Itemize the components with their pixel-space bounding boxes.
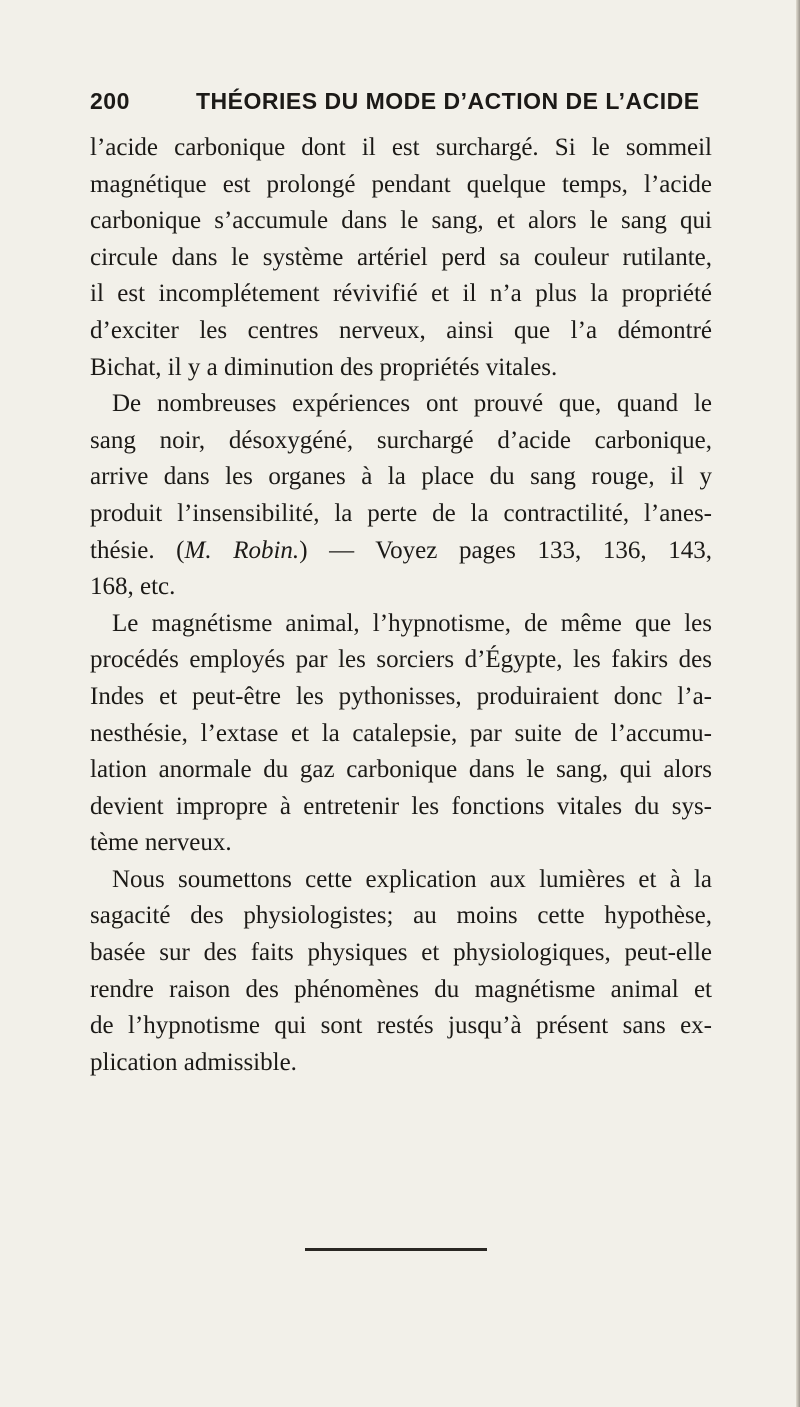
text-line: l’acide carbonique dont il est surchargé. Si le sommeil [90,134,712,161]
paragraph [90,606,712,862]
text-line: tème nerveux. [90,829,232,857]
section-end-rule [305,1248,487,1251]
text-line: carbonique s’accumule dans le sang, et alors le sang qui [90,207,712,235]
text-line: lation anormale du gaz carbonique dans le sang, qui alors [90,756,712,784]
citation-after: ) — Voyez pages 133, 136, 143, [299,536,712,564]
running-head [0,88,800,128]
paragraph [90,862,712,1082]
text-line: nesthésie, l’extase et la catalepsie, par suite de l’accumu- [90,719,712,747]
text-line: Indes et peut-être les pythonisses, produiraient donc l’a- [90,682,712,710]
citation-line [90,533,712,570]
text-line: il est incomplétement révivifié et il n’a plus la propriété [90,280,712,308]
text-line: procédés employés par les sorciers d’Égypte, les fakirs des [90,646,712,674]
text-line: sagacité des physiologistes; au moins cette hypothèse, [90,902,712,930]
text-line: sang noir, désoxygéné, surchargé d’acide carbonique, [90,426,712,454]
text-line: de l’hypnotisme qui sont restés jusqu’à présent sans ex- [90,1012,712,1040]
text-line: arrive dans les organes à la place du sang rouge, il y [90,463,712,491]
text-line: magnétique est prolongé pendant quelque temps, l’acide [90,170,712,198]
text-line: Bichat, il y a diminution des propriétés vitales. [90,353,558,381]
page-number: 200 [90,88,130,114]
page-edge-shadow [796,0,800,1407]
citation-before: thésie. ( [90,536,185,564]
text-line: 168, etc. [90,573,176,601]
text-line: De nombreuses expériences ont prouvé que, quand le [112,390,712,418]
text-line: Le magnétisme animal, l’hypnotisme, de même que les [112,609,712,637]
text-line: devient impropre à entretenir les fonctions vitales du sys- [90,792,712,820]
text-line: rendre raison des phénomènes du magnétisme animal et [90,975,712,1003]
running-title: THÉORIES DU MODE D’ACTION DE L’ACIDE [196,88,700,114]
text-line: basée sur des faits physiques et physiologiques, peut-elle [90,939,712,967]
text-line: d’exciter les centres nerveux, ainsi que l’a démontré [90,316,712,344]
paragraph [90,130,712,386]
text-line: Nous soumettons cette explication aux lumières et à la [112,865,712,893]
citation-author: M. Robin. [184,536,300,564]
text-line: plication admissible. [90,1048,297,1076]
text-line: circule dans le système artériel perd sa couleur rutilante, [90,243,712,271]
text-line: produit l’insensibilité, la perte de la contractilité, l’anes- [90,499,712,527]
paragraph [90,386,712,606]
body-text [90,130,712,1081]
